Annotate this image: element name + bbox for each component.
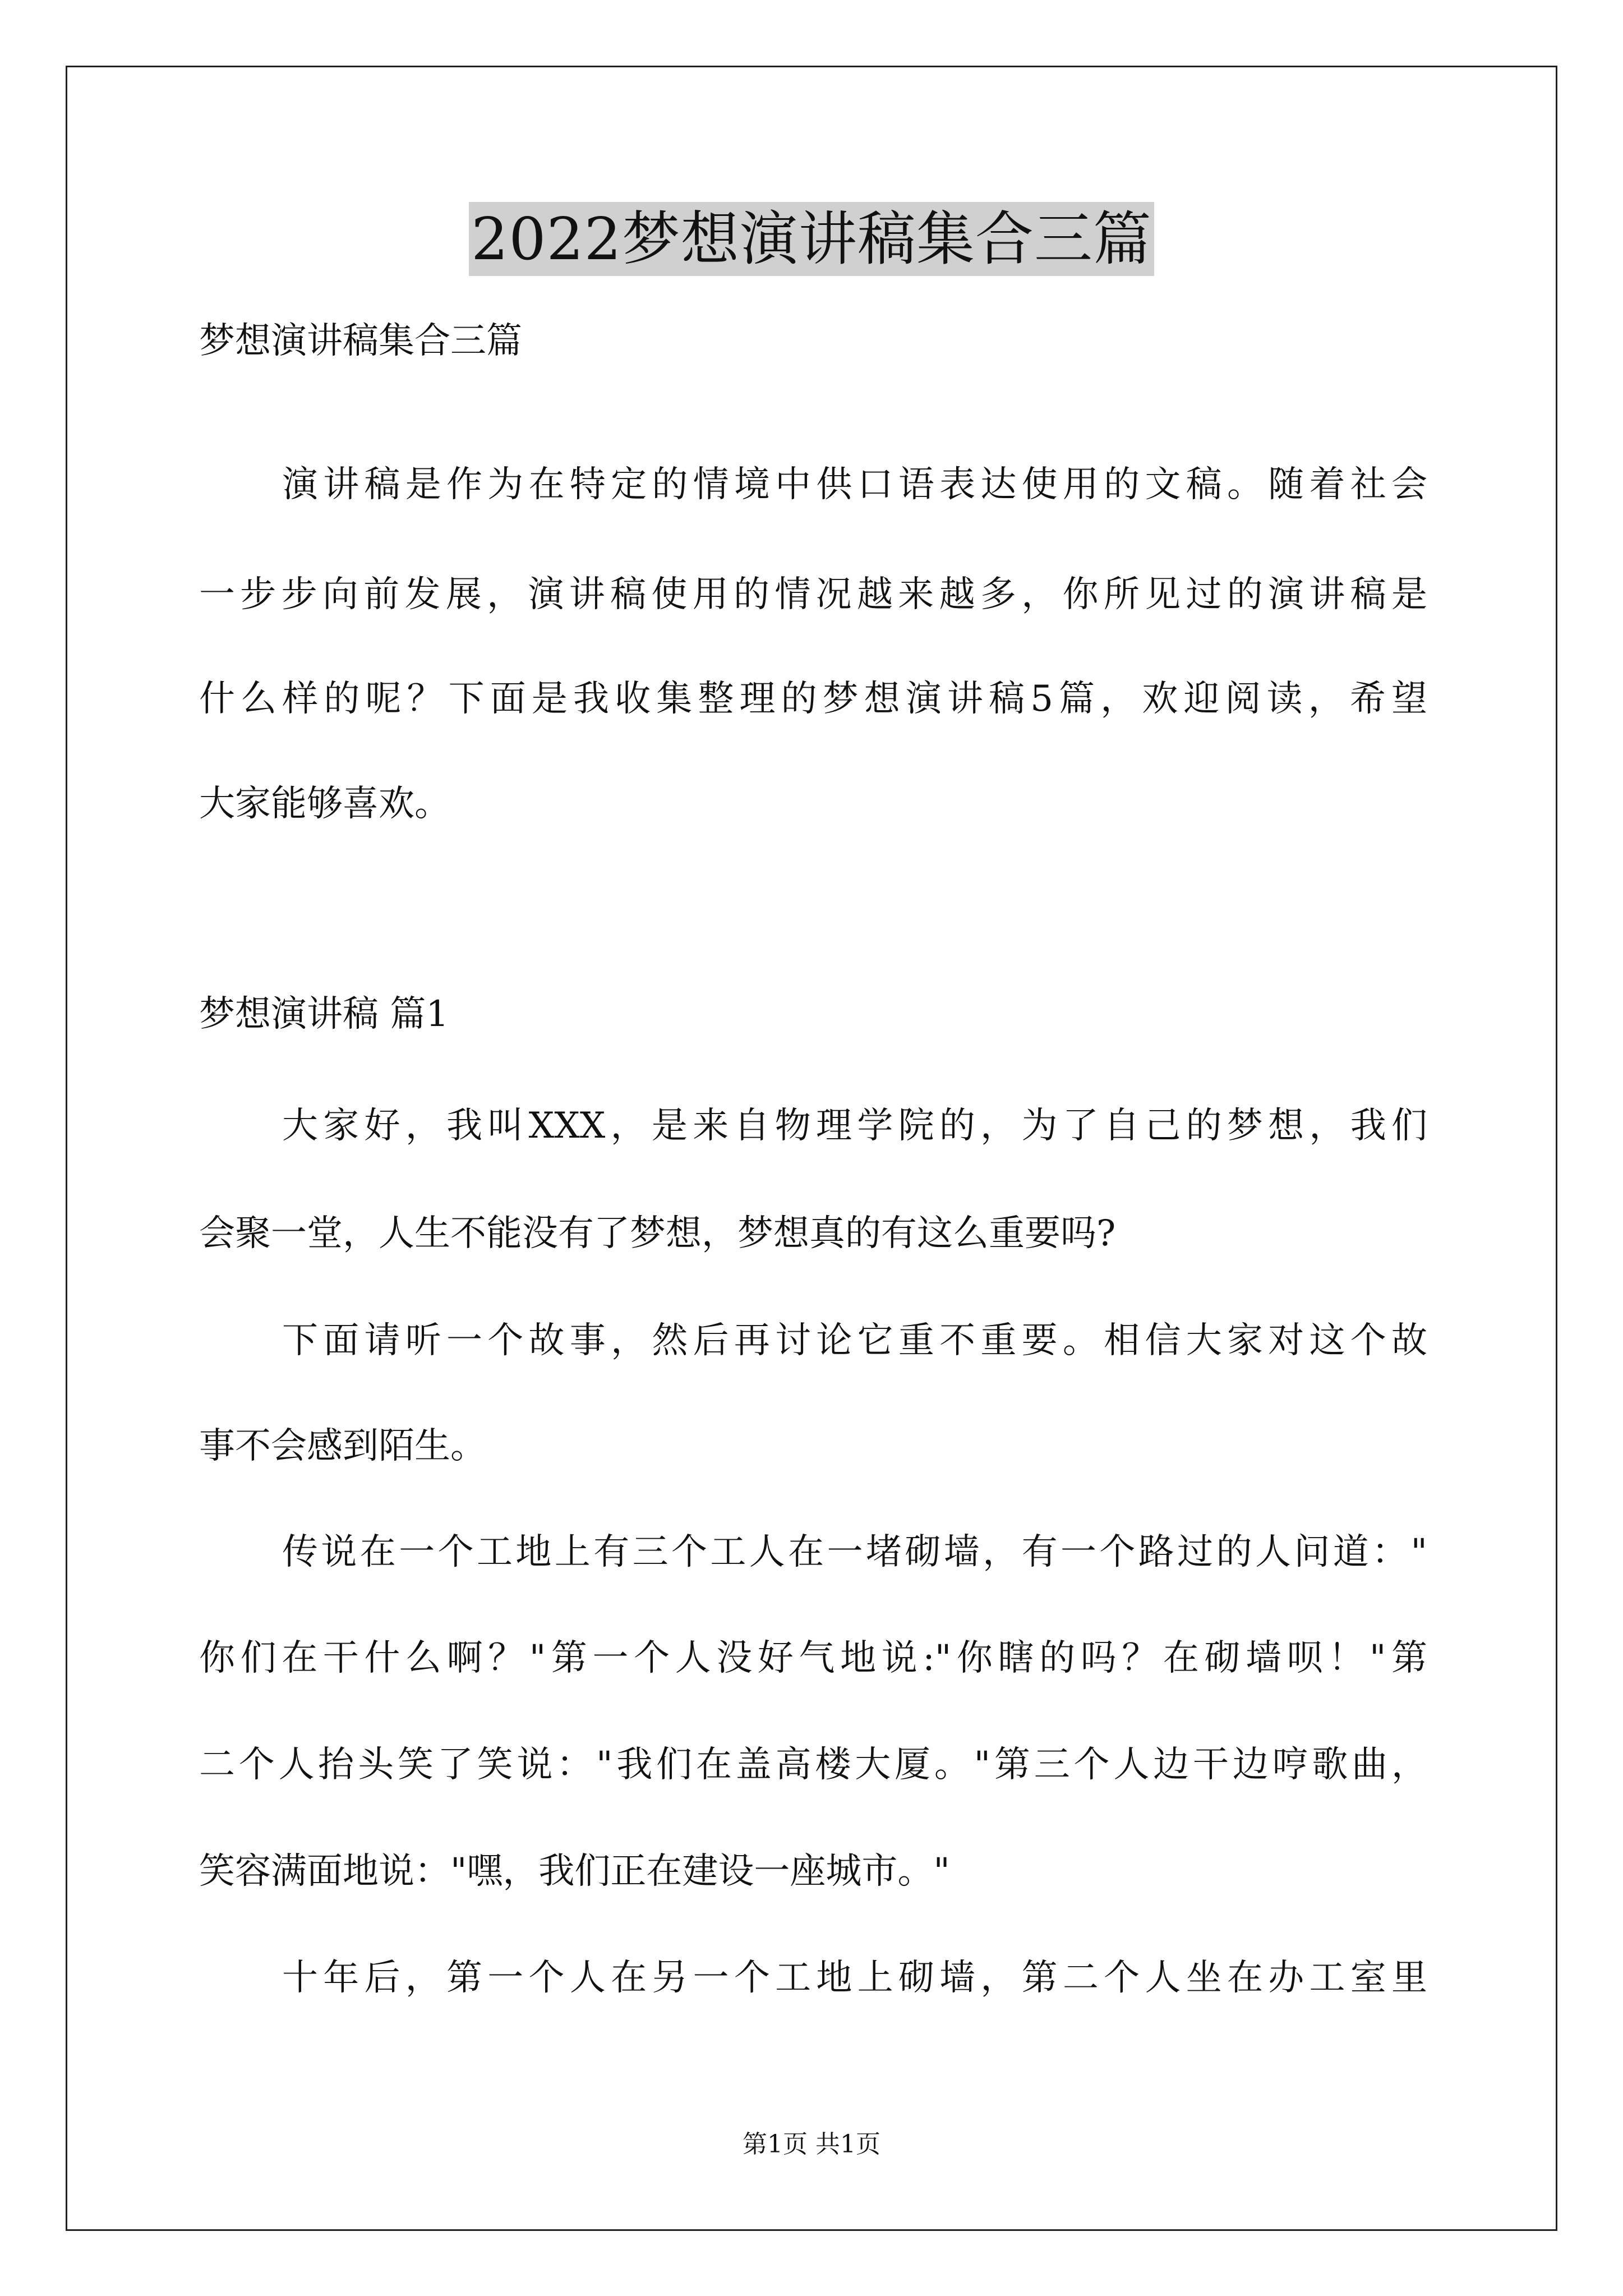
paragraph-line: 大家能够喜欢。	[199, 783, 450, 825]
paragraph-line: 你们在干什么啊？"第一个人没好气地说:"你瞎的吗？在砌墙呗！"第	[199, 1637, 1427, 1679]
title-container	[0, 202, 1623, 276]
paragraph-line: 传说在一个工地上有三个工人在一堵砌墙，有一个路过的人问道："	[282, 1531, 1427, 1573]
document-title: 2022梦想演讲稿集合三篇	[469, 202, 1154, 276]
paragraph-line: 笑容满面地说："嘿，我们正在建设一座城市。"	[199, 1851, 950, 1892]
paragraph-line: 事不会感到陌生。	[199, 1425, 486, 1467]
page-border	[66, 66, 1557, 2231]
paragraph-line: 什么样的呢？下面是我收集整理的梦想演讲稿5篇，欢迎阅读，希望	[199, 678, 1427, 720]
paragraph-line: 会聚一堂，人生不能没有了梦想，梦想真的有这么重要吗?	[199, 1213, 1116, 1254]
paragraph-line: 十年后，第一个人在另一个工地上砌墙，第二个人坐在办工室里	[282, 1957, 1427, 1999]
paragraph-line: 演讲稿是作为在特定的情境中供口语表达使用的文稿。随着社会	[282, 464, 1427, 505]
paragraph-line: 一步步向前发展，演讲稿使用的情况越来越多，你所见过的演讲稿是	[199, 574, 1427, 615]
page-footer: 第1页 共1页	[743, 2130, 880, 2159]
subtitle-line: 梦想演讲稿集合三篇	[199, 320, 522, 362]
paragraph-line: 大家好，我叫XXX，是来自物理学院的，为了自己的梦想，我们	[282, 1105, 1427, 1147]
paragraph-line: 下面请听一个故事，然后再讨论它重不重要。相信大家对这个故	[282, 1320, 1427, 1361]
paragraph-line: 二个人抬头笑了笑说："我们在盖高楼大厦。"第三个人边干边哼歌曲，	[199, 1744, 1427, 1786]
section-heading: 梦想演讲稿 篇1	[199, 993, 449, 1035]
